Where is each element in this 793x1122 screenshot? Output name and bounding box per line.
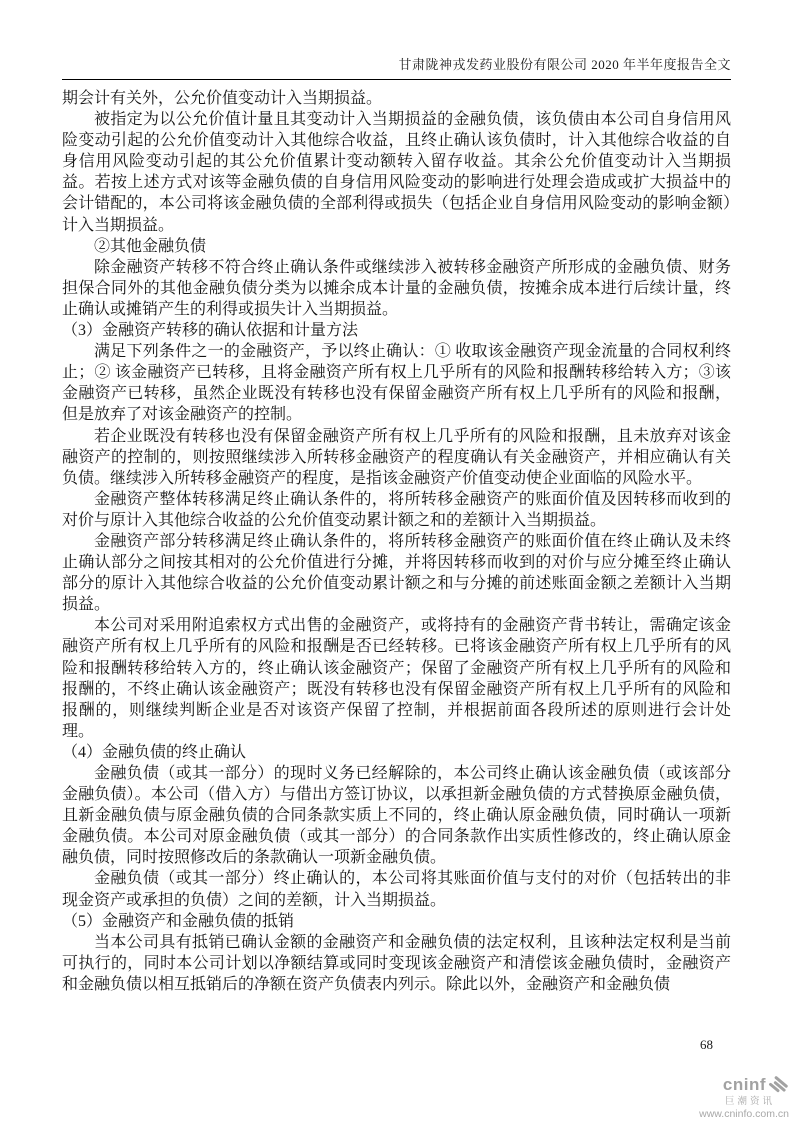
paragraph: 除金融资产转移不符合终止确认条件或继续涉入被转移金融资产所形成的金融负债、财务担保合同外的其他金融负债分类为以摊余成本计量的金融负债，按摊余成本进行后续计量，终止确认或摊销产生的利得或损失计入当期损益。 (62, 258, 731, 318)
paragraph: 金融负债（或其一部分）终止确认的，本公司将其账面价值与支付的对价（包括转出的非现金资产或承担的负债）之间的差额，计入当期损益。 (62, 870, 731, 909)
paragraph: 金融资产部分转移满足终止确认条件的，将所转移金融资产的账面价值在终止确认及未终止确认部分之间按其相对的公允价值进行分摊，并将因转移而收到的对价与应分摊至终止确认部分的原计入其他综合收益的公允价值变动累计额之和与分摊的前述账面金额之差额计入当期损益。 (62, 532, 731, 614)
cninfo-chinese-name: 巨潮资讯 (724, 1097, 775, 1107)
paragraph: 期会计有关外，公允价值变动计入当期损益。 (62, 90, 383, 107)
paragraph: 当本公司具有抵销已确认金额的金融资产和金融负债的法定权利，且该种法定权利是当前可执行的，同时本公司计划以净额结算或同时变现该金融资产和清偿该金融负债时，金融资产和金融负债以相互抵销后的净额在资产负债表内列示。除此以外，金融资产和金融负债 (62, 933, 731, 993)
paragraph: 金融资产整体转移满足终止确认条件的，将所转移金融资产的账面价值及因转移而收到的对价与原计入其他综合收益的公允价值变动累计额之和的差额计入当期损益。 (62, 490, 731, 529)
paragraph: （3）金融资产转移的确认依据和计量方法 (62, 322, 359, 340)
paragraph: 金融负债（或其一部分）的现时义务已经解除的，本公司终止确认该金融负债（或该部分金融负债）。本公司（借入方）与借出方签订协议，以承担新金融负债的方式替换原金融负债，且新金融负债与原金融负债的合同条款实质上不同的，终止确认原金融负债，同时确认一项新金融负债。本公司对原金融负债（或其一部分）的合同条款作出实质性修改的，终止确认原金融负债，同时按照修改后的条款确认一项新金融负债。 (62, 765, 731, 867)
cninfo-brand: cninf (722, 1075, 766, 1095)
cninfo-logo-row (639, 1075, 789, 1096)
page-header (62, 54, 731, 80)
cninfo-swirl-icon (768, 1075, 789, 1096)
paragraph: 被指定为以公允价值计量且其变动计入当期损益的金融负债，该负债由本公司自身信用风险变动引起的公允价值变动计入其他综合收益，且终止确认该负债时，计入其他综合收益的自身信用风险变动引起的其公允价值累计变动额转入留存收益。其余公允价值变动计入当期损益。若按上述方式对该等金融负债的自身信用风险变动的影响进行处理会造成或扩大损益中的会计错配的，本公司将该金融负债的全部利得或损失（包括企业自身信用风险变动的影响金额）计入当期损益。 (62, 111, 731, 234)
paragraph: （5）金融资产和金融负债的抵销 (62, 912, 295, 930)
document-body (62, 88, 731, 995)
paragraph: 若企业既没有转移也没有保留金融资产所有权上几乎所有的风险和报酬，且未放弃对该金融资产的控制的，则按照继续涉入所转移金融资产的程度确认有关金融资产，并相应确认有关负债。继续涉入所转移金融资产的程度，是指该金融资产价值变动使企业面临的风险水平。 (62, 427, 731, 487)
paragraph: （4）金融负债的终止确认 (62, 743, 247, 761)
cninfo-watermark (639, 1075, 789, 1121)
paragraph: ②其他金融负债 (94, 237, 207, 255)
header-title: 甘肃陇神戎发药业股份有限公司 2020 年半年度报告全文 (398, 57, 731, 72)
page-number: 68 (700, 1037, 713, 1052)
paragraph: 本公司对采用附追索权方式出售的金融资产，或将持有的金融资产背书转让，需确定该金融资产所有权上几乎所有的风险和报酬是否已经转移。已将该金融资产所有权上几乎所有的风险和报酬转移给转入方的，终止确认该金融资产；保留了金融资产所有权上几乎所有的风险和报酬的，不终止确认该金融资产；既没有转移也没有保留金融资产所有权上几乎所有的风险和报酬的，则继续判断企业是否对该资产保留了控制，并根据前面各段所述的原则进行会计处理。 (62, 617, 731, 740)
paragraph: 满足下列条件之一的金融资产，予以终止确认：① 收取该金融资产现金流量的合同权利终止；② 该金融资产已转移，且将金融资产所有权上几乎所有的风险和报酬转移给转入方；③该金融资产已转移，虽然企业既没有转移也没有保留金融资产所有权上几乎所有的风险和报酬，但是放弃了对该金融资产的控制。 (62, 343, 731, 424)
cninfo-url: www.cninfo.com.cn (699, 1108, 789, 1121)
